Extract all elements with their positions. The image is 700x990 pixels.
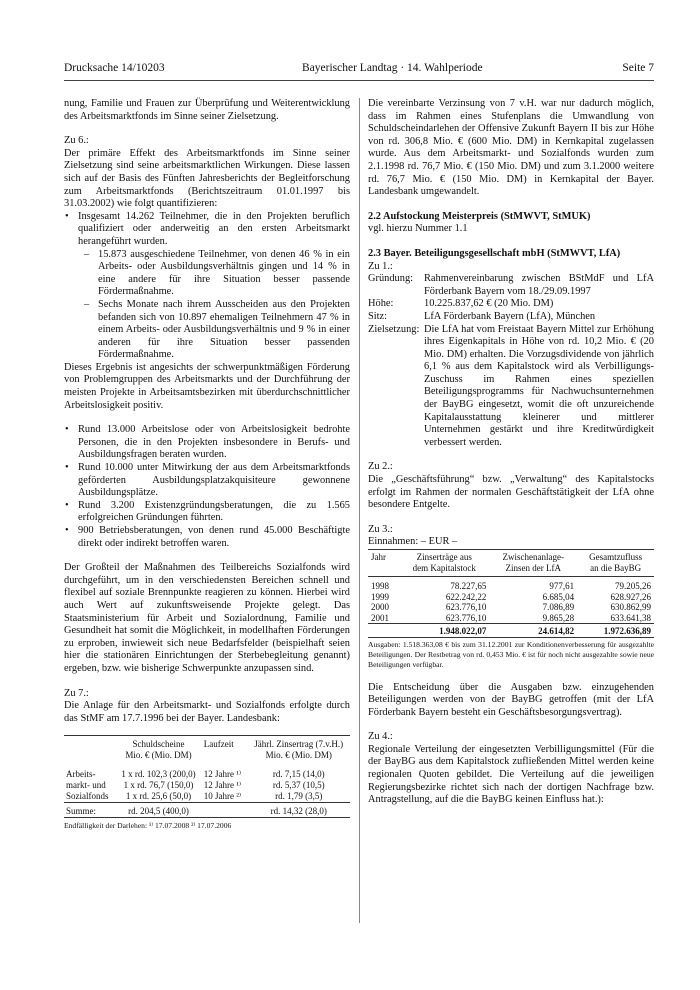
list-item: – Sechs Monate nach ihrem Ausscheiden aus den Projekten befanden sich von 10.897 ehemaligen Teilnehmern 47 % in einem Arbeits- oder Ausbildungsverhältnis und 9 % in einer anderen für ihre Situation besser passenden Fördermaßnahme. xyxy=(98,299,350,362)
parliament-title: Bayerischer Landtag · 14. Wahlperiode xyxy=(302,62,483,74)
table-caption: Einnahmen: – EUR – xyxy=(368,536,458,548)
definition-row: Sitz: LfA Förderbank Bayern (LfA), München xyxy=(368,310,596,322)
paragraph: Regionale Verteilung der eingesetzten Verbilligungsmittel (Für die der BayBG aus dem Kapitalstock zufließenden Mittel werden keine regionalen Quoten gebildet. Die Verteilung auf die jeweiligen Regierungsbezirke richtet sich nach der dortigen Nachfrage bzw. Antragstellung, auf die die BayBG keinen Einfluss hat.): xyxy=(368,743,654,806)
paragraph: vgl. hierzu Nummer 1.1 xyxy=(368,223,468,235)
list-item: – 15.873 ausgeschiedene Teilnehmer, von denen 46 % in ein Arbeits- oder Ausbildungsverhältnis gingen und 14 % in eine andere für ihre Situation besser passende Fördermaßnahme. xyxy=(98,249,350,299)
table-header-row: Jahr Zinserträge aus dem Kapitalstock Zwischenanlage- Zinsen der LfA Gesamtzufluss an die BayBG xyxy=(368,552,654,577)
page-number: Seite 7 xyxy=(622,62,654,74)
bullet-list xyxy=(64,424,350,550)
left-column xyxy=(64,98,350,831)
paragraph: Dieses Ergebnis ist angesichts der schwerpunktmäßigen Förderung von Problemgruppen des Arbeitsmarkts und der Durchführung der meisten Projekte in Arbeitsamtsbezirken mit überdurchschnittlicher Arbeitslosigkeit positiv. xyxy=(64,361,350,411)
paragraph: Die Entscheidung über die Ausgaben bzw. einzugehenden Beteiligungen werden von der BayBG getroffen (mit der LfA Förderbank Bayern besteht ein Geschäftsbesorgungsvertrag). xyxy=(368,681,654,718)
dash-list xyxy=(78,249,350,362)
einnahmen-table xyxy=(368,549,654,640)
section-heading-zu1: Zu 1.: xyxy=(368,260,393,272)
list-item: • Rund 13.000 Arbeitslose oder von Arbeitslosigkeit bedrohte Personen, die in den Projekten insbesondere in Berufs- und Ausbildungsfragen beraten wurden. xyxy=(78,424,350,462)
definition-row: Höhe: 10.225.837,62 € (20 Mio. DM) xyxy=(368,298,554,310)
list-item: • Rund 10.000 unter Mitwirkung der aus dem Arbeitsmarktfonds geförderten Ausbildungsplatzakquisiteure gewonnene Ausbildungsplätze. xyxy=(78,462,350,500)
paragraph: nung, Familie und Frauen zur Überprüfung und Weiterentwicklung des Arbeitsmarktfonds im Sinne seiner Zielsetzung. xyxy=(64,98,350,122)
schuldscheine-table xyxy=(64,735,350,821)
table-note: Ausgaben: 1.518.363,08 € bis zum 31.12.2001 zur Konditionenverbesserung für ausgezahlte Beteiligungen. Der Restbetrag von rd. 0,453 Mio. € ist für noch nicht ausgezahlte sowie neue Beteiligungen verfügbar. xyxy=(368,639,654,669)
list-item: • 900 Betriebsberatungen, von denen rund 45.000 Beschäftigte direkt oder indirekt betroffen waren. xyxy=(78,525,350,550)
list-item: • Rund 3.200 Existenzgründungsberatungen, die zu 1.565 erfolgreichen Gründungen führten. xyxy=(78,500,350,525)
table-row: Arbeits- 1 x rd. 102,3 (200,0) 12 Jahre ¹⁾ rd. 7,15 (14,0) xyxy=(66,769,325,780)
section-heading-zu6: Zu 6.: xyxy=(64,135,89,147)
section-heading-2-2: 2.2 Aufstockung Meisterpreis (StMWVT, StMUK) xyxy=(368,210,591,222)
paragraph: Der primäre Effekt des Arbeitsmarktfonds im Sinne seiner Zielsetzung sind seine arbeitsmarktlichen Wirkungen. Diese lassen sich auf der Basis des Fünften Jahresberichts der Begleitforschung zum Arbeitsmarktfonds (Berichtszeitraum 01.01.1997 bis 31.03.2002) wie folgt quantifizieren: xyxy=(64,147,350,210)
paragraph: Der Großteil der Maßnahmen des Teilbereichs Sozialfonds wird durchgeführt, um in den verschiedensten Bereichen schnell und flexibel auf soziale Brennpunkte reagieren zu können. Hierbei wird auch Wert auf zukunftsweisende Projekte gelegt. Das Staatsministerium für Arbeit und Sozialordnung, Familie und Gesundheit hat somit die Möglichkeit, in modellhaften Förderungen zu erproben, inwieweit sich neue Bedarfsfelder (beispielhaft seien hier die stationären Einrichtungen der Sterbebegleitung genannt) ergeben, bzw. wie bisherige Schwerpunkte anzupassen sind. xyxy=(64,562,350,674)
definition-row: Zielsetzung: Die LfA hat vom Freistaat Bayern Mittel zur Erhöhung ihres Eigenkapitals in Höhe von rd. 10,2 Mio. € (20 Mio. DM) erhalten. Die Vorzugsdividende von jährlich 6,1 % aus dem Kapitalstock wird als Verbilligungs-Zuschuss im Rahmen eines speziellen Beteiligungsprogramms für Nachwuchsunternehmen der BayBG eingesetzt, womit die oft unzureichende Kapitalausstattung kleinerer und mittlerer Unternehmen gestärkt und ihre Kreditwürdigkeit verbessert werden. xyxy=(368,323,654,448)
table-row: 1999 622.242,22 6.685,04 628.927,26 xyxy=(371,591,651,602)
paragraph: Die vereinbarte Verzinsung von 7 v.H. war nur dadurch möglich, dass im Rahmen eines Stufenplans die Umwandlung von Schuldscheindarlehen der Offensive Zukunft Bayern II bis zur Höhe von rd. 306,8 Mio. € (600 Mio. DM) in Kernkapital zugelassen wurde. Aus dem Arbeitsmarkt- und Sozialfonds wurden zum 2.1.1998 rd. 76,7 Mio. € (150 Mio. DM) und zum 3.1.2000 weitere rd. 76,7 Mio. € (150 Mio. DM) in Kernkapital der Bayer. Landesbank umgewandelt. xyxy=(368,98,654,198)
bullet-list xyxy=(64,211,350,362)
table-header: Laufzeit xyxy=(203,739,234,750)
section-heading-zu4: Zu 4.: xyxy=(368,731,393,743)
table-header: Jährl. Zinsertrag (7.v.H.) Mio. € (Mio. DM) xyxy=(254,739,344,761)
table-header: Schuldscheine Mio. € (Mio. DM) xyxy=(125,739,192,761)
table-row: 2000 623.776,10 7.086,89 630.862,99 xyxy=(371,602,651,612)
section-heading-zu2: Zu 2.: xyxy=(368,461,393,473)
paragraph: Die „Geschäftsführung“ bzw. „Verwaltung“ des Kapitalstocks erfolgt im Rahmen der normalen Geschäftstätigkeit der LfA ohne besondere Entgelte. xyxy=(368,474,654,511)
section-heading-zu3: Zu 3.: xyxy=(368,523,393,535)
table-sum-row: 1.948.022,07 24.614,82 1.972.636,89 xyxy=(368,624,654,638)
definition-row: Gründung: Rahmenvereinbarung zwischen BStMdF und LfA Förderbank Bayern vom 18./29.09.1997 xyxy=(368,273,654,297)
list-item: • Insgesamt 14.262 Teilnehmer, die in den Projekten beruflich qualifiziert oder anderweitig an den ersten Arbeitsmarkt herangeführt wurden. – 15.873 ausgeschiedene Teilnehmer, von denen 46 % in ein Arbeits- oder Ausbildungsverhältnis gingen und 14 % in eine andere für ihre Situation besser passende Fördermaßnahme. – Sechs Monate nach ihrem Ausscheiden aus den Projekten befanden sich von 10.897 ehemaligen Teilnehmern 47 % in einem Arbeits- oder Ausbildungsverhältnis und 9 % in einer anderen für ihre Situation besser passenden Fördermaßnahme. xyxy=(78,211,350,362)
right-column xyxy=(368,98,654,807)
paragraph: Die Anlage für den Arbeitsmarkt- und Sozialfonds erfolgte durch das StMF am 17.7.1996 bei der Bayer. Landesbank: xyxy=(64,700,350,724)
section-heading-zu7: Zu 7.: xyxy=(64,687,89,699)
table-row: Sozialfonds 1 x rd. 25,6 (50,0) 10 Jahre ²⁾ rd. 1,79 (3,5) xyxy=(66,791,323,802)
table-row: 2001 623.776,10 9.865,28 633.641,38 xyxy=(371,612,651,623)
column-divider xyxy=(359,98,360,923)
table-footnote: Endfälligkeit der Darlehen: ¹⁾ 17.07.2008 ²⁾ 17.07.2006 xyxy=(64,821,232,831)
document-number: Drucksache 14/10203 xyxy=(64,62,165,74)
table-row: 1998 78.227,65 977,61 79.205,26 xyxy=(371,581,651,591)
page-header xyxy=(64,62,654,81)
section-heading-2-3: 2.3 Bayer. Beteiligungsgesellschaft mbH (StMWVT, LfA) xyxy=(368,247,621,259)
table-sum-row: Summe: rd. 204,5 (400,0) rd. 14,32 (28,0) xyxy=(66,806,327,817)
table-row: markt- und 1 x rd. 76,7 (150,0) 12 Jahre ¹⁾ rd. 5,37 (10,5) xyxy=(66,780,325,791)
